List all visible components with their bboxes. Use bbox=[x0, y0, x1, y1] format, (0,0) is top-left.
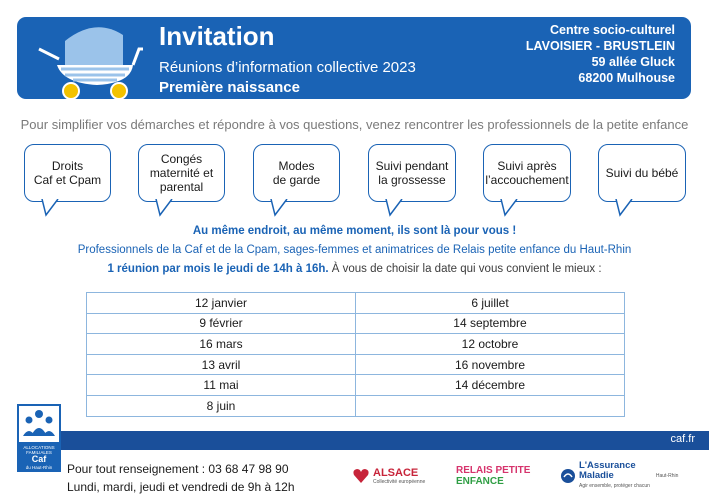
date-cell: 14 septembre bbox=[356, 313, 625, 334]
caf-logo-region: du Haut-Rhin bbox=[25, 465, 53, 470]
caf-logo-text: FAMILIALES bbox=[26, 450, 52, 455]
stroller-icon bbox=[35, 19, 145, 103]
table-row bbox=[87, 293, 625, 314]
topic-bubble bbox=[368, 144, 456, 202]
intro-text: Pour simplifier vos démarches et répondre à vos questions, venez rencontrer les professionnels de la petite enfance bbox=[20, 117, 689, 132]
table-row bbox=[87, 375, 625, 396]
topic-bubble bbox=[138, 144, 225, 202]
bubble-tail bbox=[269, 199, 289, 217]
topic-line: Droits bbox=[51, 159, 84, 173]
page-title: Invitation bbox=[159, 21, 275, 51]
venue-line: Centre socio-culturel bbox=[549, 23, 675, 37]
schedule-rest: À vous de choisir la date qui vous convient le mieux : bbox=[328, 263, 602, 275]
topic-line: l’accouchement bbox=[485, 173, 569, 187]
contact-hours: Lundi, mardi, jeudi et vendredi de 9h à 12h bbox=[67, 480, 295, 494]
table-row bbox=[87, 334, 625, 355]
relais-line1: RELAIS PETITE bbox=[456, 465, 531, 476]
topic-bubble bbox=[483, 144, 571, 202]
caf-logo-name: Caf bbox=[31, 454, 47, 464]
date-cell: 16 mars bbox=[87, 334, 356, 355]
venue-line: LAVOISIER - BRUSTLEIN bbox=[525, 39, 675, 53]
am-region: Haut-Rhin bbox=[655, 473, 679, 479]
schedule-bold: 1 réunion par mois le jeudi de 14h à 16h. bbox=[107, 263, 329, 275]
am-subtitle: Agir ensemble, protéger chacun bbox=[579, 483, 650, 489]
bubble-tail bbox=[614, 199, 634, 217]
topic-bubble bbox=[24, 144, 111, 202]
topic-line: Suivi du bébé bbox=[605, 166, 679, 180]
venue-address bbox=[526, 22, 675, 86]
caf-logo-emblem bbox=[17, 404, 61, 444]
family-emblem-icon bbox=[19, 406, 59, 442]
alsace-subtitle: Collectivité européenne bbox=[373, 479, 426, 485]
venue-line: 59 allée Gluck bbox=[591, 55, 675, 69]
alsace-name: ALSACE bbox=[373, 467, 419, 479]
date-cell: 13 avril bbox=[87, 354, 356, 375]
date-cell: 12 janvier bbox=[87, 293, 356, 314]
date-cell: 14 décembre bbox=[356, 375, 625, 396]
topic-line: Congés bbox=[160, 152, 203, 166]
am-line2: Maladie bbox=[579, 470, 614, 481]
contact-phone: Pour tout renseignement : 03 68 47 98 90 bbox=[67, 462, 289, 476]
topic-line: Modes bbox=[278, 159, 315, 173]
bubble-tail bbox=[40, 199, 60, 217]
am-line1: L'Assurance bbox=[579, 460, 636, 471]
partner-assurance-maladie-logo bbox=[560, 460, 679, 489]
topic-line: de garde bbox=[272, 173, 321, 187]
footer-bar bbox=[61, 431, 709, 450]
assurance-maladie-icon bbox=[560, 468, 576, 484]
page-subtitle-topic: Première naissance bbox=[159, 79, 300, 96]
highlight-professionals: Professionnels de la Caf et de la Cpam, sages-femmes et animatrices de Relais petite enfance du Haut-Rhin bbox=[77, 244, 632, 256]
date-cell: 9 février bbox=[87, 313, 356, 334]
bubble-tail bbox=[499, 199, 519, 217]
date-cell: 6 juillet bbox=[356, 293, 625, 314]
topic-line: parental bbox=[159, 180, 204, 194]
bubble-tail bbox=[384, 199, 404, 217]
alsace-heart-icon bbox=[352, 467, 370, 485]
venue-line: 68200 Mulhouse bbox=[578, 71, 675, 85]
topic-line: Caf et Cpam bbox=[33, 173, 102, 187]
topic-line: Suivi pendant bbox=[375, 159, 449, 173]
dates-table bbox=[86, 292, 625, 417]
date-cell: 8 juin bbox=[87, 395, 356, 416]
caf-domain: caf.fr bbox=[670, 433, 695, 445]
topic-bubble bbox=[598, 144, 686, 202]
date-cell: 16 novembre bbox=[356, 354, 625, 375]
topic-line: la grossesse bbox=[378, 173, 446, 187]
contact-info bbox=[67, 460, 295, 496]
highlight-schedule bbox=[0, 263, 709, 275]
caf-logo bbox=[17, 404, 61, 472]
relais-line2: ENFANCE bbox=[456, 476, 504, 487]
topic-bubble bbox=[253, 144, 340, 202]
date-cell bbox=[356, 395, 625, 416]
page-subtitle: Réunions d’information collective 2023 bbox=[159, 59, 416, 76]
topic-line: maternité et bbox=[149, 166, 214, 180]
bubble-tail bbox=[154, 199, 174, 217]
table-row bbox=[87, 395, 625, 416]
date-cell: 12 octobre bbox=[356, 334, 625, 355]
caf-logo-text: ALLOCATIONS bbox=[23, 445, 55, 450]
table-row bbox=[87, 313, 625, 334]
highlight-heading: Au même endroit, au même moment, ils sont là pour vous ! bbox=[192, 225, 517, 237]
date-cell: 11 mai bbox=[87, 375, 356, 396]
table-row bbox=[87, 354, 625, 375]
partner-alsace-logo bbox=[352, 463, 425, 489]
topic-line: Suivi après bbox=[497, 159, 557, 173]
partner-relais-logo bbox=[456, 463, 530, 489]
header-banner bbox=[17, 17, 691, 99]
